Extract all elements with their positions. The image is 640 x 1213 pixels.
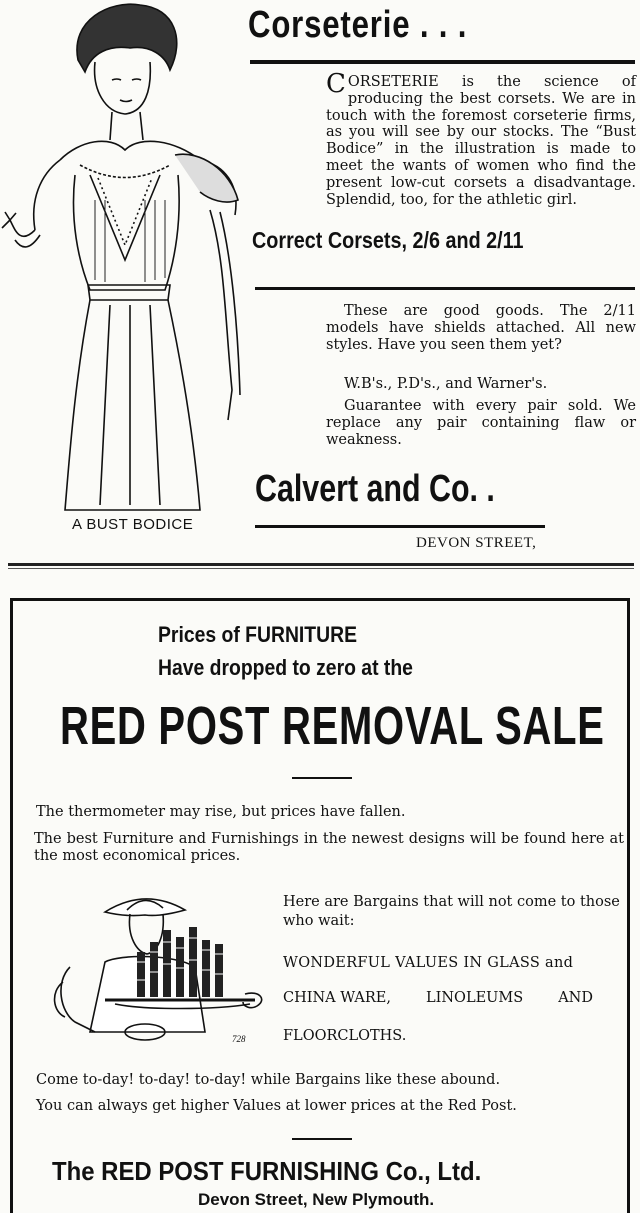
sale-headline: RED POST REMOVAL SALE	[60, 696, 605, 756]
values-line-3: FLOORCLOTHS.	[283, 1028, 407, 1044]
company-address: Devon Street, New Plymouth.	[198, 1190, 435, 1209]
corsets-price-heading: Correct Corsets, 2/6 and 2/11	[252, 227, 524, 253]
bust-bodice-illustration	[0, 0, 245, 520]
glassware-salesman-illustration	[45, 882, 270, 1052]
calvert-address: DEVON STREET,	[416, 535, 537, 551]
firm-rule	[255, 525, 545, 528]
bargains-text: Here are Bargains that will not come to those who wait:	[283, 894, 620, 929]
china-ware: CHINA WARE,	[283, 990, 391, 1006]
best-furniture-text: The best Furniture and Furnishings in the newest designs will be found here at the most economical prices.	[34, 831, 624, 864]
and: AND	[558, 990, 593, 1006]
illustration-caption: A BUST BODICE	[72, 516, 194, 533]
higher-values-text: You can always get higher Values at lower prices at the Red Post.	[36, 1098, 517, 1114]
ad-border-left	[10, 598, 13, 1213]
linoleums: LINOLEUMS	[426, 990, 524, 1006]
ad-border-right	[627, 598, 630, 1213]
subheading-rule	[255, 287, 635, 290]
ad-border-top	[10, 598, 630, 601]
calvert-firm-name: Calvert and Co. .	[255, 468, 495, 510]
values-line-1: WONDERFUL VALUES IN GLASS and	[283, 955, 574, 971]
heading-rule	[250, 60, 635, 64]
intro-text: ORSETERIE is the science of producing the best corsets. We are in touch with the foremost corseterie firms, as you will see by our stocks. The “Bust Bodice” in the illustration is made to meet the wants of women who find the present low-cut corsets a disadvantage. Splendid, too, for the athletic girl.	[326, 74, 636, 208]
corseterie-intro	[326, 69, 636, 208]
closing-rule	[292, 1138, 352, 1140]
ad-separator	[8, 563, 634, 566]
drop-cap: C	[326, 69, 346, 99]
thermometer-text: The thermometer may rise, but prices have fallen.	[36, 804, 406, 820]
corseterie-heading: Corseterie . . .	[248, 4, 468, 46]
guarantee-text: Guarantee with every pair sold. We replace any pair containing flaw or weakness.	[326, 398, 636, 448]
dropped-line: Have dropped to zero at the	[158, 655, 413, 680]
come-today-text: Come to-day! to-day! to-day! while Bargains like these abound.	[36, 1072, 501, 1088]
prices-line: Prices of FURNITURE	[158, 622, 358, 647]
brands-line: W.B's., P.D's., and Warner's.	[344, 376, 548, 392]
headline-rule	[292, 777, 352, 779]
values-line-2	[283, 990, 593, 1006]
corsets-description: These are good goods. The 2/11 models have shields attached. All new styles. Have you seen them yet?	[326, 303, 636, 353]
illustration-number: 728	[232, 1034, 246, 1044]
ad-separator-thin	[8, 568, 634, 569]
company-name: The RED POST FURNISHING Co., Ltd.	[52, 1156, 482, 1186]
